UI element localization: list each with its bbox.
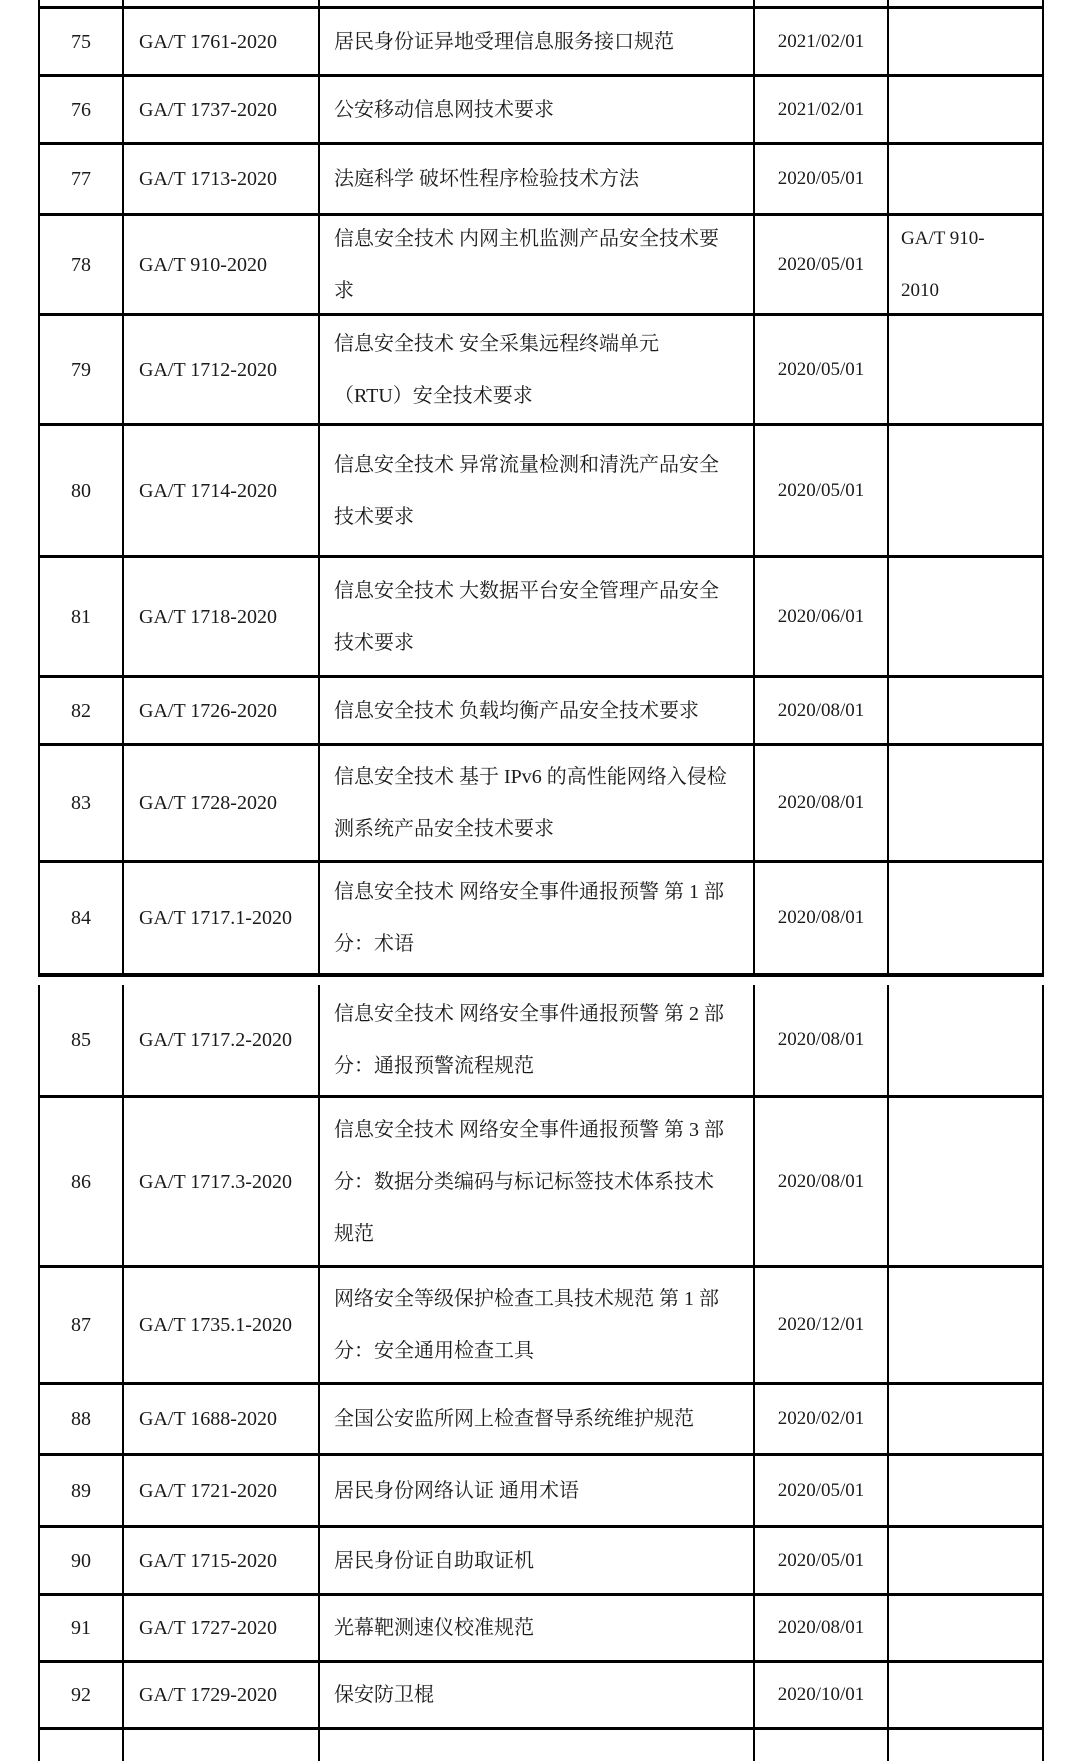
row-number: [40, 1730, 124, 1761]
text-line: GA/T 1727-2020: [139, 1617, 277, 1639]
text-line: 信息安全技术 网络安全事件通报预警 第 1 部: [334, 881, 724, 903]
standard-name: [320, 1528, 755, 1593]
standard-code: [124, 985, 320, 1095]
text-line: 79: [71, 358, 91, 381]
text-line: 保安防卫棍: [334, 1684, 434, 1706]
text-line: 81: [71, 605, 91, 628]
row-number: [40, 1456, 124, 1525]
standard-name: [320, 1663, 755, 1727]
replaced-standard: [889, 0, 1044, 6]
implementation-date: [755, 863, 889, 973]
standard-name: [320, 426, 755, 555]
implementation-date: [755, 985, 889, 1095]
implementation-date: [755, 1730, 889, 1761]
implementation-date: [755, 1268, 889, 1382]
implementation-date: [755, 1456, 889, 1525]
standard-name: [320, 216, 755, 313]
table-row: [40, 216, 1044, 316]
text-line: GA/T 1718-2020: [139, 605, 277, 628]
text-line: 分：术语: [334, 933, 414, 955]
text-line: 87: [71, 1314, 91, 1336]
text-line: 2020/05/01: [777, 168, 865, 189]
standard-name: [320, 145, 755, 213]
text-line: 2020/08/01: [777, 1617, 865, 1638]
implementation-date: [755, 426, 889, 555]
text-line: 求: [334, 279, 354, 302]
implementation-date: [755, 0, 889, 6]
row-number: [40, 558, 124, 675]
replaced-standard: [889, 216, 1044, 313]
text-line: GA/T 910-2020: [139, 253, 267, 276]
implementation-date: [755, 9, 889, 74]
row-number: [40, 1663, 124, 1727]
table-row: [40, 558, 1044, 678]
text-line: 信息安全技术 负载均衡产品安全技术要求: [334, 699, 699, 722]
text-line: GA/T 1688-2020: [139, 1408, 277, 1430]
implementation-date: [755, 678, 889, 743]
standard-name: [320, 9, 755, 74]
table-row: [40, 1456, 1044, 1528]
text-line: 2020/05/01: [777, 1549, 865, 1571]
standard-name: [320, 316, 755, 423]
text-line: 信息安全技术 网络安全事件通报预警 第 3 部: [334, 1118, 724, 1141]
table-page-section-2: [38, 985, 1044, 1761]
text-line: 2020/10/01: [777, 1684, 865, 1705]
standard-code: [124, 1385, 320, 1453]
text-line: 80: [71, 479, 91, 502]
table-row: [40, 77, 1044, 145]
standard-code: [124, 145, 320, 213]
text-line: 居民身份证异地受理信息服务接口规范: [334, 30, 674, 53]
row-number: [40, 985, 124, 1095]
implementation-date: [755, 216, 889, 313]
standard-name: [320, 1098, 755, 1265]
standard-code: [124, 216, 320, 313]
standard-code: [124, 558, 320, 675]
text-line: GA/T 1729-2020: [139, 1684, 277, 1706]
row-number: [40, 746, 124, 860]
standard-code: [124, 1268, 320, 1382]
standard-name: [320, 1268, 755, 1382]
row-number: [40, 316, 124, 423]
text-line: 85: [71, 1029, 91, 1051]
implementation-date: [755, 77, 889, 142]
table-row: [40, 1528, 1044, 1596]
standard-code: [124, 746, 320, 860]
text-line: 90: [71, 1549, 91, 1572]
text-line: 92: [71, 1684, 91, 1706]
row-number: [40, 426, 124, 555]
table-row-partial-bottom: [40, 1730, 1044, 1761]
text-line: GA/T 1735.1-2020: [139, 1314, 292, 1336]
standard-code: [124, 1730, 320, 1761]
row-number: [40, 678, 124, 743]
row-number: [40, 77, 124, 142]
row-number: [40, 145, 124, 213]
text-line: 84: [71, 907, 91, 929]
text-line: 分：数据分类编码与标记标签技术体系技术: [334, 1170, 714, 1193]
standards-table: [38, 0, 1044, 1761]
text-line: 2020/12/01: [777, 1314, 865, 1335]
replaced-standard: [889, 558, 1044, 675]
table-row: [40, 1268, 1044, 1385]
standard-name: [320, 985, 755, 1095]
table-row: [40, 1098, 1044, 1268]
standard-code: [124, 77, 320, 142]
table-row: [40, 9, 1044, 77]
text-line: 2020/05/01: [777, 1479, 865, 1501]
standard-code: [124, 1098, 320, 1265]
replaced-standard: [889, 316, 1044, 423]
implementation-date: [755, 1385, 889, 1453]
implementation-date: [755, 1528, 889, 1593]
replaced-standard: [889, 678, 1044, 743]
text-line: 2021/02/01: [777, 98, 865, 120]
table-row: [40, 746, 1044, 863]
standard-code: [124, 1528, 320, 1593]
replaced-standard: [889, 9, 1044, 74]
standard-name: [320, 1596, 755, 1660]
table-row: [40, 678, 1044, 746]
standard-name: [320, 77, 755, 142]
text-line: 82: [71, 699, 91, 722]
replaced-standard: [889, 145, 1044, 213]
row-number: [40, 1596, 124, 1660]
table-row: [40, 1663, 1044, 1730]
row-number: [40, 1268, 124, 1382]
text-line: 公安移动信息网技术要求: [334, 98, 554, 121]
implementation-date: [755, 1098, 889, 1265]
text-line: 网络安全等级保护检查工具技术规范 第 1 部: [334, 1288, 719, 1310]
replaced-standard: [889, 1528, 1044, 1593]
standard-name: [320, 1730, 755, 1761]
text-line: GA/T 1761-2020: [139, 30, 277, 53]
text-line: （RTU）安全技术要求: [334, 384, 533, 407]
table-row: [40, 145, 1044, 216]
replaced-standard: [889, 1596, 1044, 1660]
text-line: 信息安全技术 大数据平台安全管理产品安全: [334, 579, 719, 602]
text-line: 规范: [334, 1222, 374, 1245]
replaced-standard: [889, 1098, 1044, 1265]
text-line: GA/T 1717.1-2020: [139, 907, 292, 929]
replaced-standard: [889, 77, 1044, 142]
standard-code: [124, 1663, 320, 1727]
text-line: GA/T 1717.3-2020: [139, 1170, 292, 1193]
text-line: 2020/08/01: [777, 907, 865, 928]
text-line: 分：通报预警流程规范: [334, 1055, 534, 1077]
implementation-date: [755, 1663, 889, 1727]
text-line: 技术要求: [334, 631, 414, 654]
text-line: 2020/05/01: [777, 358, 865, 380]
text-line: 2020/05/01: [777, 479, 865, 501]
text-line: 2020/02/01: [777, 1408, 865, 1429]
implementation-date: [755, 558, 889, 675]
text-line: 83: [71, 792, 91, 814]
replaced-standard: [889, 426, 1044, 555]
text-line: GA/T 1717.2-2020: [139, 1029, 292, 1051]
replaced-standard: [889, 746, 1044, 860]
row-number: [40, 1098, 124, 1265]
text-line: 2021/02/01: [777, 30, 865, 52]
row-number: [40, 216, 124, 313]
text-line: 居民身份证自助取证机: [334, 1549, 534, 1572]
standard-code: [124, 678, 320, 743]
table-row: [40, 1596, 1044, 1663]
text-line: GA/T 910-: [901, 227, 985, 249]
text-line: GA/T 1712-2020: [139, 358, 277, 381]
text-line: 88: [71, 1408, 91, 1430]
text-line: 全国公安监所网上检查督导系统维护规范: [334, 1408, 694, 1430]
row-number: [40, 1385, 124, 1453]
text-line: 2010: [901, 279, 939, 301]
page-break-gap: [38, 977, 1044, 985]
text-line: 78: [71, 253, 91, 276]
text-line: 信息安全技术 网络安全事件通报预警 第 2 部: [334, 1003, 724, 1025]
text-line: 信息安全技术 异常流量检测和清洗产品安全: [334, 453, 719, 476]
standard-name: [320, 1456, 755, 1525]
standard-name: [320, 558, 755, 675]
standard-code: [124, 9, 320, 74]
table-row: [40, 863, 1044, 977]
text-line: 89: [71, 1479, 91, 1502]
text-line: 法庭科学 破坏性程序检验技术方法: [334, 168, 639, 190]
replaced-standard: [889, 1268, 1044, 1382]
text-line: GA/T 1721-2020: [139, 1479, 277, 1502]
standard-name: [320, 863, 755, 973]
replaced-standard: [889, 1456, 1044, 1525]
standard-name: [320, 0, 755, 6]
implementation-date: [755, 1596, 889, 1660]
text-line: 75: [71, 30, 91, 53]
text-line: 分：安全通用检查工具: [334, 1340, 534, 1362]
standard-name: [320, 678, 755, 743]
text-line: 测系统产品安全技术要求: [334, 818, 554, 840]
text-line: 76: [71, 98, 91, 121]
text-line: GA/T 1715-2020: [139, 1549, 277, 1572]
replaced-standard: [889, 985, 1044, 1095]
text-line: GA/T 1728-2020: [139, 792, 277, 814]
text-line: 居民身份网络认证 通用术语: [334, 1479, 579, 1502]
text-line: 技术要求: [334, 505, 414, 528]
text-line: 2020/08/01: [777, 1029, 865, 1050]
table-page-section-1: [38, 6, 1044, 977]
implementation-date: [755, 316, 889, 423]
standard-code: [124, 426, 320, 555]
table-row-partial-top: [38, 0, 1044, 6]
text-line: GA/T 1713-2020: [139, 168, 277, 190]
replaced-standard: [889, 1663, 1044, 1727]
row-number: [40, 0, 124, 6]
text-line: 91: [71, 1617, 91, 1639]
text-line: 2020/08/01: [777, 699, 865, 721]
standard-code: [124, 863, 320, 973]
implementation-date: [755, 145, 889, 213]
text-line: 信息安全技术 基于 IPv6 的高性能网络入侵检: [334, 766, 727, 788]
table-row: [40, 985, 1044, 1098]
text-line: 2020/06/01: [777, 605, 865, 627]
text-line: 光幕靶测速仪校准规范: [334, 1617, 534, 1639]
row-number: [40, 9, 124, 74]
text-line: 77: [71, 168, 91, 190]
standard-name: [320, 1385, 755, 1453]
replaced-standard: [889, 1385, 1044, 1453]
table-row: [40, 1385, 1044, 1456]
standard-name: [320, 746, 755, 860]
table-row: [40, 316, 1044, 426]
text-line: 2020/05/01: [777, 253, 865, 275]
standard-code: [124, 1596, 320, 1660]
standard-code: [124, 1456, 320, 1525]
standard-code: [124, 316, 320, 423]
implementation-date: [755, 746, 889, 860]
text-line: 2020/08/01: [777, 1170, 865, 1192]
text-line: GA/T 1737-2020: [139, 98, 277, 121]
text-line: GA/T 1714-2020: [139, 479, 277, 502]
text-line: 信息安全技术 安全采集远程终端单元: [334, 332, 659, 355]
text-line: 2020/08/01: [777, 792, 865, 813]
text-line: 信息安全技术 内网主机监测产品安全技术要: [334, 227, 719, 250]
text-line: GA/T 1726-2020: [139, 699, 277, 722]
row-number: [40, 863, 124, 973]
text-line: 86: [71, 1170, 91, 1193]
replaced-standard: [889, 1730, 1044, 1761]
row-number: [40, 1528, 124, 1593]
table-row: [40, 426, 1044, 558]
standard-code: [124, 0, 320, 6]
replaced-standard: [889, 863, 1044, 973]
